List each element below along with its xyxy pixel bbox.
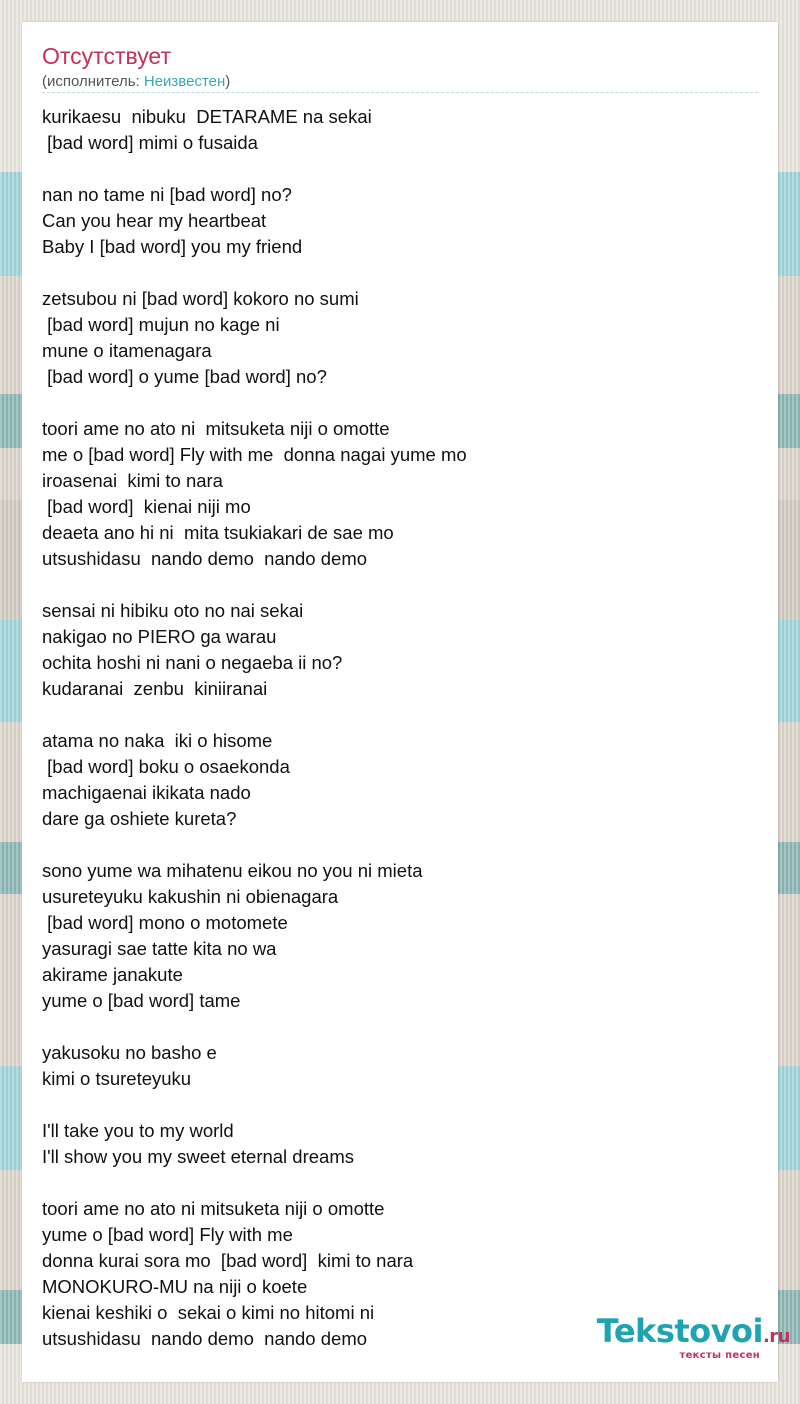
song-title: Отсутствует <box>42 43 171 69</box>
lyric-line: me o [bad word] Fly with me donna nagai yume mo <box>42 444 467 465</box>
lyric-line: donna kurai sora mo [bad word] kimi to nara <box>42 1250 414 1271</box>
logo-main-text: Tekstovoi <box>596 1312 763 1350</box>
lyric-line: ochita hoshi ni nani o negaeba ii no? <box>42 652 343 673</box>
lyric-line <box>42 572 758 598</box>
lyric-line <box>42 390 758 416</box>
lyric-line: I'll show you my sweet eternal dreams <box>42 1146 354 1167</box>
title-divider <box>42 92 758 93</box>
lyric-line: toori ame no ato ni mitsuketa niji o omotte <box>42 418 390 439</box>
lyric-line: kudaranai zenbu kiniiranai <box>42 678 268 699</box>
lyric-line: deaeta ano hi ni mita tsukiakari de sae mo <box>42 522 394 543</box>
lyric-line: machigaenai ikikata nado <box>42 782 251 803</box>
logo-tagline: тексты песен <box>679 1350 760 1361</box>
lyric-line: zetsubou ni [bad word] kokoro no sumi <box>42 288 359 309</box>
lyric-line: [bad word] mimi o fusaida <box>42 132 258 153</box>
lyric-line <box>42 1170 758 1196</box>
lyric-line: atama no naka iki o hisome <box>42 730 273 751</box>
lyric-line: [bad word] mujun no kage ni <box>42 314 280 335</box>
site-logo[interactable] <box>597 1314 790 1361</box>
lyric-line <box>42 156 758 182</box>
lyric-line: nan no tame ni [bad word] no? <box>42 184 292 205</box>
lyric-line <box>42 1014 758 1040</box>
lyric-line: I'll take you to my world <box>42 1120 234 1141</box>
logo-wordmark <box>597 1314 790 1354</box>
lyric-line: mune o itamenagara <box>42 340 212 361</box>
lyric-line: toori ame no ato ni mitsuketa niji o omotte <box>42 1198 385 1219</box>
lyric-line: yume o [bad word] Fly with me <box>42 1224 293 1245</box>
lyric-line: sensai ni hibiku oto no nai sekai <box>42 600 304 621</box>
lyric-line: yume o [bad word] tame <box>42 990 241 1011</box>
lyric-line <box>42 832 758 858</box>
lyric-line: kimi o tsureteyuku <box>42 1068 192 1089</box>
artist-line <box>42 72 230 92</box>
lyric-line: Baby I [bad word] you my friend <box>42 236 303 257</box>
lyric-line: kienai keshiki o sekai o kimi no hitomi ni <box>42 1302 375 1323</box>
lyric-line <box>42 702 758 728</box>
lyric-line: iroasenai kimi to nara <box>42 470 223 491</box>
lyric-line: kurikaesu nibuku DETARAME na sekai <box>42 106 372 127</box>
lyric-line: [bad word] boku o osaekonda <box>42 756 290 777</box>
lyric-line: [bad word] mono o motomete <box>42 912 288 933</box>
lyrics-card <box>22 22 778 1382</box>
artist-suffix: ) <box>225 73 231 90</box>
lyric-line <box>42 1092 758 1118</box>
lyric-line: yakusoku no basho e <box>42 1042 217 1063</box>
lyric-line <box>42 260 758 286</box>
lyric-line: yasuragi sae tatte kita no wa <box>42 938 277 959</box>
lyric-line: utsushidasu nando demo nando demo <box>42 548 368 569</box>
artist-prefix: (исполнитель: <box>42 73 144 90</box>
lyric-line: [bad word] kienai niji mo <box>42 496 251 517</box>
lyric-line: utsushidasu nando demo nando demo <box>42 1328 368 1349</box>
lyric-line: [bad word] o yume [bad word] no? <box>42 366 327 387</box>
lyric-line: nakigao no PIERO ga warau <box>42 626 277 647</box>
lyrics-text <box>42 104 758 1352</box>
lyric-line: Can you hear my heartbeat <box>42 210 267 231</box>
lyric-line: MONOKURO-MU na niji o koete <box>42 1276 308 1297</box>
logo-tld: .ru <box>762 1326 790 1347</box>
lyric-line: dare ga oshiete kureta? <box>42 808 237 829</box>
artist-link[interactable]: Неизвестен <box>143 73 226 90</box>
lyric-line: akirame janakute <box>42 964 183 985</box>
lyric-line: sono yume wa mihatenu eikou no you ni mieta <box>42 860 423 881</box>
lyric-line: usureteyuku kakushin ni obienagara <box>42 886 339 907</box>
